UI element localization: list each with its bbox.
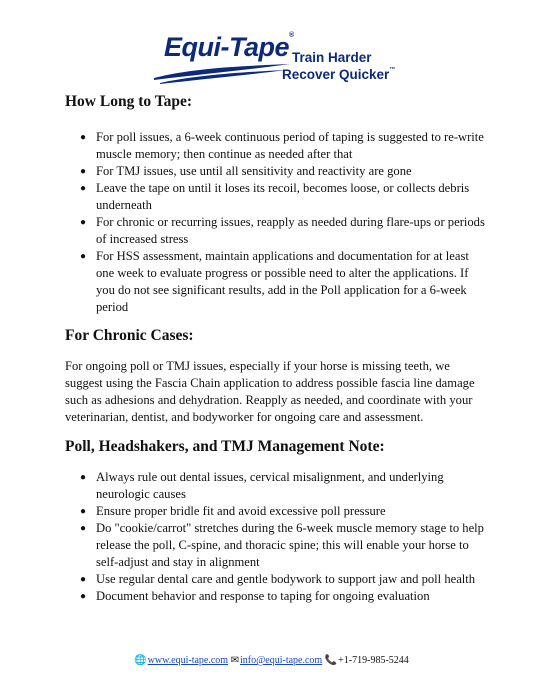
phone-number: +1-719-985-5244 xyxy=(338,655,409,666)
poll-note-list xyxy=(65,469,485,605)
email-link[interactable]: info@equi-tape.com xyxy=(239,655,323,666)
phone-icon: 📞 xyxy=(324,655,338,666)
globe-icon: 🌐 xyxy=(134,655,147,666)
bullet-icon: ● xyxy=(80,574,87,585)
list-item: ● Document behavior and response to taping for ongoing evaluation xyxy=(80,589,430,603)
list-item: ● Leave the tape on until it loses its recoil, becomes loose, or collects debris underneath xyxy=(80,181,470,212)
website-link[interactable]: www.equi-tape.com xyxy=(147,655,229,666)
bullet-icon: ● xyxy=(80,523,87,534)
logo-tagline-recover xyxy=(282,67,395,82)
list-item: ● For chronic or recurring issues, reapply as needed during flare-ups or periods of increased stress xyxy=(80,215,485,246)
contact-footer xyxy=(0,655,543,666)
list-item: ● For TMJ issues, use until all sensitivity and reactivity are gone xyxy=(80,164,412,178)
list-item: ● Always rule out dental issues, cervical misalignment, and underlying neurologic causes xyxy=(80,470,444,501)
bullet-icon: ● xyxy=(80,251,87,262)
logo-swoosh-graphic xyxy=(152,60,292,84)
logo-tagline-recover-text: Recover Quicker xyxy=(282,67,390,82)
bullet-icon: ● xyxy=(80,166,87,177)
list-item: ● Do "cookie/carrot" stretches during the 6-week muscle memory stage to help release the poll, C-spine, and thoracic spine; this will enable your horse to self-adjust and stay in alignment xyxy=(80,521,484,569)
logo-brand-name: Equi-Tape xyxy=(164,32,290,62)
logo-brand-text xyxy=(164,32,294,63)
envelope-icon: ✉ xyxy=(230,655,239,666)
equi-tape-logo xyxy=(152,32,402,88)
logo-registered-mark: ® xyxy=(289,32,294,39)
list-item: ● For HSS assessment, maintain applications and documentation for at least one week to evaluate progress or possible need to alter the applications. If you do not see significant results, add in the Poll application for a 6-week period xyxy=(80,249,469,314)
bullet-icon: ● xyxy=(80,506,87,517)
bullet-icon: ● xyxy=(80,217,87,228)
list-item: ● Ensure proper bridle fit and avoid excessive poll pressure xyxy=(80,504,386,518)
bullet-icon: ● xyxy=(80,472,87,483)
list-item: ● For poll issues, a 6-week continuous period of taping is suggested to re-write muscle memory; then continue as needed after that xyxy=(80,130,484,161)
document-body xyxy=(65,92,485,605)
logo-trademark: ™ xyxy=(389,67,396,73)
heading-chronic-cases: For Chronic Cases: xyxy=(65,327,194,344)
how-long-list xyxy=(65,129,485,316)
chronic-cases-paragraph: For ongoing poll or TMJ issues, especially if your horse is missing teeth, we suggest using the Fascia Chain application to address possible fascia line damage such as adhesions and dehydration. Reapply as needed, and coordinate with your veterinarian, dentist, and bodyworker for ongoing care and assessment. xyxy=(65,359,475,424)
bullet-icon: ● xyxy=(80,132,87,143)
logo-tagline-train: Train Harder xyxy=(292,50,372,65)
bullet-icon: ● xyxy=(80,591,87,602)
heading-poll-management-note: Poll, Headshakers, and TMJ Management Note: xyxy=(65,438,385,455)
bullet-icon: ● xyxy=(80,183,87,194)
heading-how-long-to-tape: How Long to Tape: xyxy=(65,93,193,110)
list-item: ● Use regular dental care and gentle bodywork to support jaw and poll health xyxy=(80,572,476,586)
